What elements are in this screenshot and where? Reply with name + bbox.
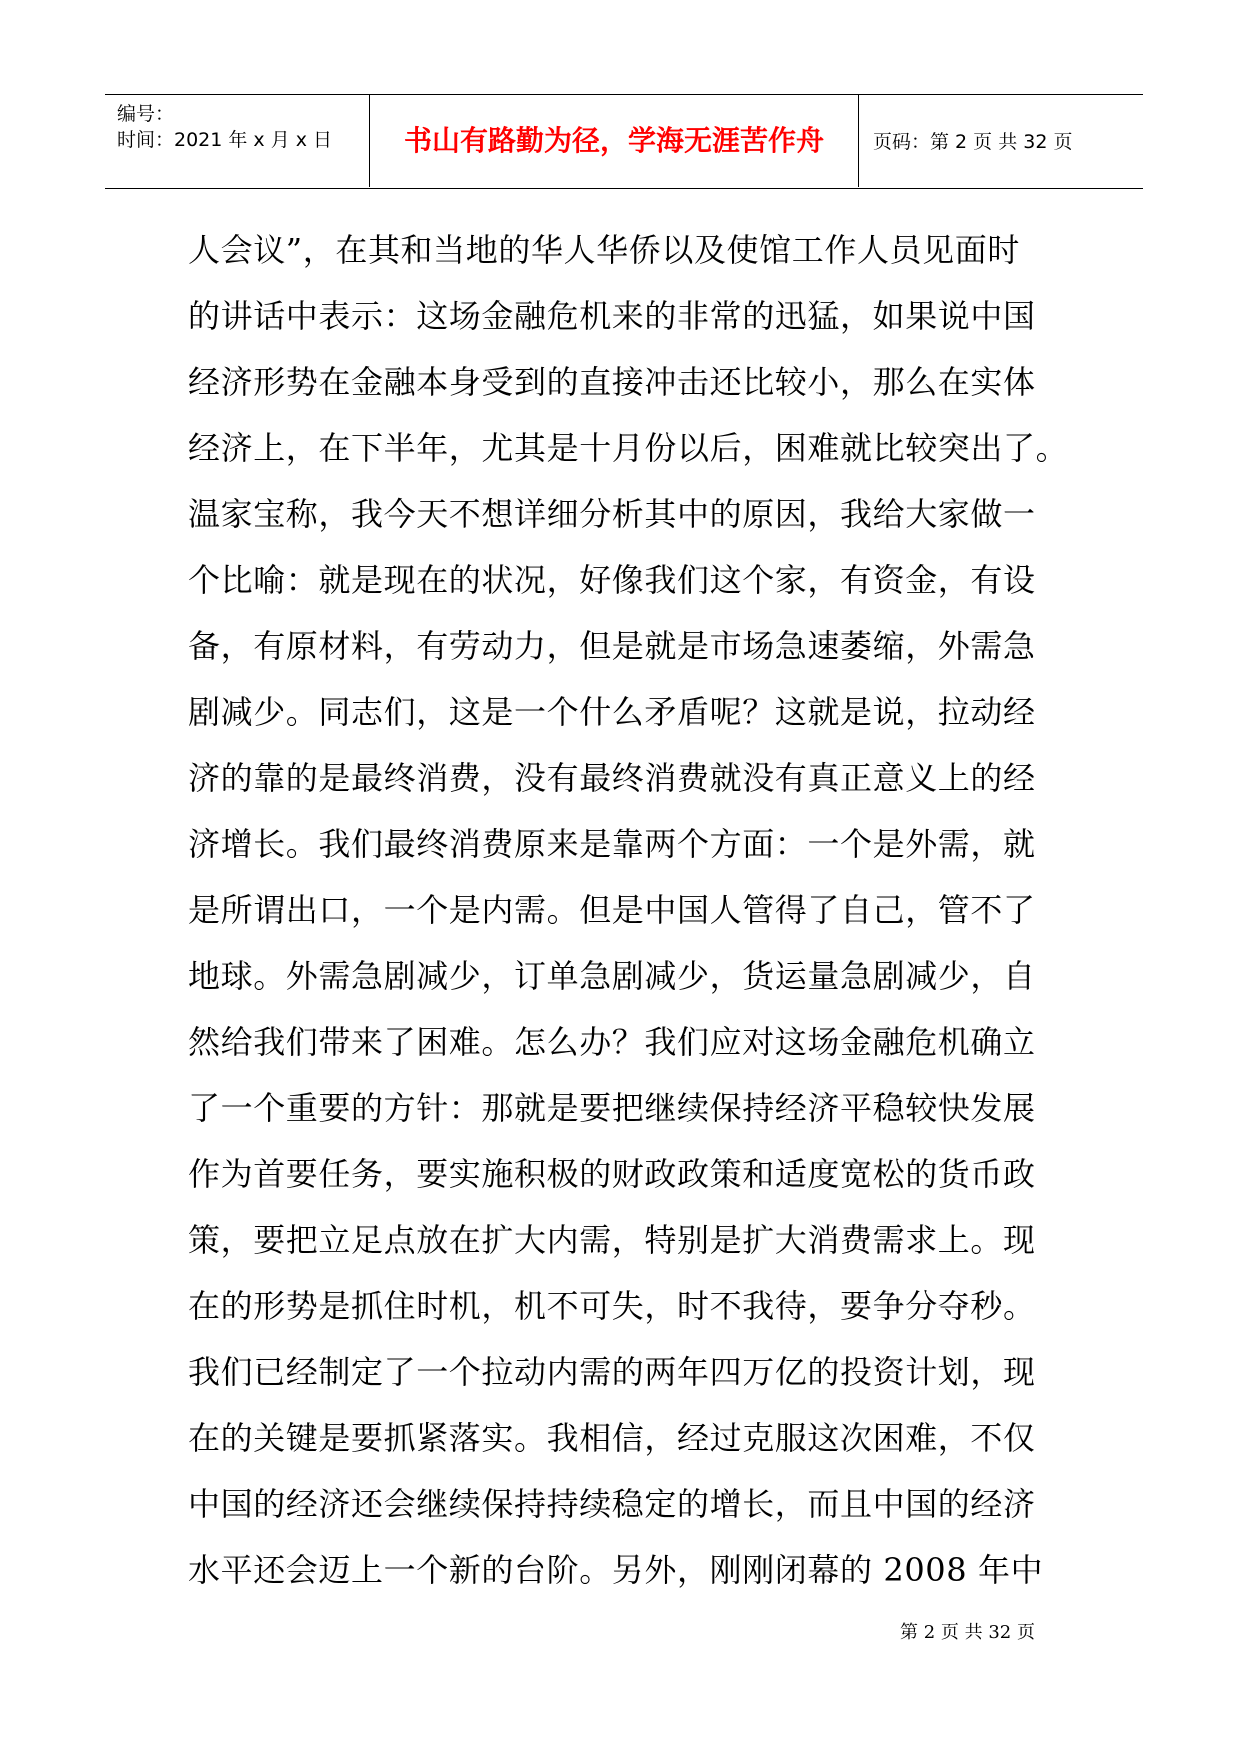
body-line: 经济形势在金融本身受到的直接冲击还比较小，那么在实体	[188, 363, 1036, 401]
body-line: 的讲话中表示：这场金融危机来的非常的迅猛，如果说中国	[188, 297, 1036, 335]
body-line: 策，要把立足点放在扩大内需，特别是扩大消费需求上。现	[188, 1221, 1036, 1259]
body-line: 备，有原材料，有劳动力，但是就是市场急速萎缩，外需急	[188, 627, 1036, 665]
body-line: 在的关键是要抓紧落实。我相信，经过克服这次困难，不仅	[188, 1419, 1036, 1457]
body-line: 济的靠的是最终消费，没有最终消费就没有真正意义上的经	[188, 759, 1036, 797]
header-page-number: 页码：第 2 页 共 32 页	[873, 131, 1073, 153]
body-line: 个比喻：就是现在的状况，好像我们这个家，有资金，有设	[188, 561, 1036, 599]
body-line: 剧减少。同志们，这是一个什么矛盾呢？这就是说，拉动经	[188, 693, 1036, 731]
body-line: 然给我们带来了困难。怎么办？我们应对这场金融危机确立	[188, 1023, 1036, 1061]
body-line: 作为首要任务，要实施积极的财政政策和适度宽松的货币政	[188, 1155, 1036, 1193]
header-motto: 书山有路勤为径，学海无涯苦作舟	[403, 124, 824, 157]
document-time-label: 时间：2021 年 x 月 x 日	[117, 129, 333, 151]
document-body	[188, 226, 1078, 1612]
body-line: 济增长。我们最终消费原来是靠两个方面：一个是外需，就	[188, 825, 1036, 863]
body-line: 温家宝称，我今天不想详细分析其中的原因，我给大家做一	[188, 495, 1036, 533]
body-line: 水平还会迈上一个新的台阶。另外，刚刚闭幕的 2008 年中	[188, 1551, 1044, 1589]
body-line: 在的形势是抓住时机，机不可失，时不我待，要争分夺秒。	[188, 1287, 1036, 1325]
header-divider-left	[369, 95, 370, 187]
document-number-label: 编号：	[117, 103, 175, 125]
header-divider-right	[858, 95, 859, 187]
body-line: 经济上，在下半年，尤其是十月份以后，困难就比较突出了。	[188, 429, 1069, 467]
body-line: 是所谓出口，一个是内需。但是中国人管得了自己，管不了	[188, 891, 1036, 929]
body-line: 人会议”，在其和当地的华人华侨以及使馆工作人员见面时	[188, 231, 1020, 269]
body-line: 地球。外需急剧减少，订单急剧减少，货运量急剧减少，自	[188, 957, 1036, 995]
page-header	[105, 94, 1143, 189]
body-line: 了一个重要的方针：那就是要把继续保持经济平稳较快发展	[188, 1089, 1036, 1127]
body-line: 中国的经济还会继续保持持续稳定的增长，而且中国的经济	[188, 1485, 1036, 1523]
page-footer-number: 第 2 页 共 32 页	[900, 1622, 1035, 1643]
body-line: 我们已经制定了一个拉动内需的两年四万亿的投资计划，现	[188, 1353, 1036, 1391]
